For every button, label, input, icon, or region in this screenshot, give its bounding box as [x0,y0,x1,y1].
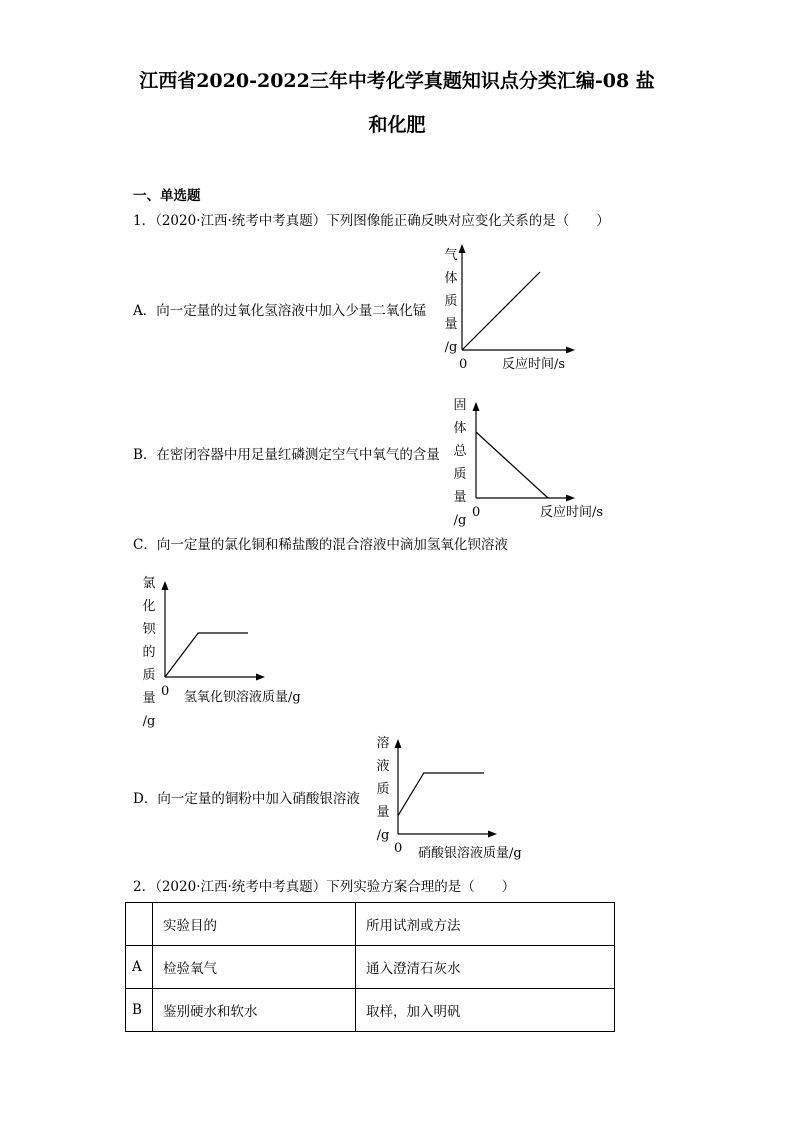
chart-d-x-arrow [488,831,497,838]
chart-c-ylabel-7: /g [142,714,156,729]
chart-a-ylabel-5: /g [444,340,458,355]
q2-stem: 2．（2020·江西·统考中考真题）下列实验方案合理的是（ ） [133,879,516,895]
chart-b-ylabel-5: 量 [453,490,467,505]
chart-c-xlabel: 氢氧化钡溶液质量/g [184,690,301,705]
chart-b-ylabel-6: /g [453,513,467,528]
table-cell-purpose: 检验氧气 [153,946,356,989]
chart-b-ylabel-4: 质 [453,467,467,482]
chart-d-y-arrow [395,739,402,748]
section-heading: 一、单选题 [133,188,201,204]
chart-b-origin: 0 [472,505,481,520]
table-cell-purpose: 鉴别硬水和软水 [153,989,356,1032]
chart-b-ylabel-2: 体 [453,421,467,436]
table-cell-option: B [126,989,153,1032]
chart-a-ylabel-2: 体 [444,271,458,286]
chart-d-xlabel: 硝酸银溶液质量/g [418,846,522,861]
table-header-row [126,903,615,946]
q1-option-d: D．向一定量的铜粉中加入硝酸银溶液 [133,791,360,807]
table-header-cell: 实验目的 [153,903,356,946]
chart-d-ylabel-4: 量 [376,805,390,820]
chart-b-ylabel-3: 总 [453,444,467,459]
chart-a-ylabel-1: 气 [444,248,458,263]
chart-d-origin: 0 [394,841,403,856]
chart-a-xlabel: 反应时间/s [502,357,566,372]
chart-d-ylabel-2: 液 [376,759,390,774]
chart-c-ylabel-6: 量 [142,691,156,706]
chart-c-ylabel-3: 钡 [142,622,156,637]
chart-c-ylabel-1: 氯 [142,576,156,591]
table-cell-option: A [126,946,153,989]
table-header-cell: 所用试剂或方法 [356,903,615,946]
chart-a-ylabel-4: 量 [444,317,458,332]
chart-c-ylabel-4: 的 [142,645,156,660]
chart-d-ylabel-3: 质 [376,782,390,797]
q2-table [125,902,615,1032]
q1-option-b: B．在密闭容器中用足量红磷测定空气中氧气的含量 [133,447,440,463]
title-line-1: 江西省2020-2022三年中考化学真题知识点分类汇编-08 盐 [139,70,655,92]
chart-a-origin: 0 [459,357,468,372]
chart-d-series-line [398,773,484,816]
table-row [126,946,615,989]
title-line-2: 和化肥 [368,114,426,136]
chart-d-ylabel-5: /g [376,828,390,843]
chart-c-origin: 0 [161,684,170,699]
table-cell-method: 通入澄清石灰水 [356,946,615,989]
q1-option-a: A．向一定量的过氧化氢溶液中加入少量二氧化锰 [133,303,427,319]
chart-c-ylabel-2: 化 [142,599,156,614]
chart-c-ylabel-5: 质 [142,668,156,683]
table-header-cell [126,903,153,946]
table-row [126,989,615,1032]
chart-a-ylabel-3: 质 [444,294,458,309]
chart-b-xlabel: 反应时间/s [540,505,604,520]
chart-b-ylabel-1: 固 [453,398,467,413]
table-cell-method: 取样，加入明矾 [356,989,615,1032]
q1-option-c: C．向一定量的氯化铜和稀盐酸的混合溶液中滴加氢氧化钡溶液 [133,537,508,553]
chart-d-ylabel-1: 溶 [376,736,390,751]
q1-stem: 1．（2020·江西·统考中考真题）下列图像能正确反映对应变化关系的是（ ） [133,213,610,229]
